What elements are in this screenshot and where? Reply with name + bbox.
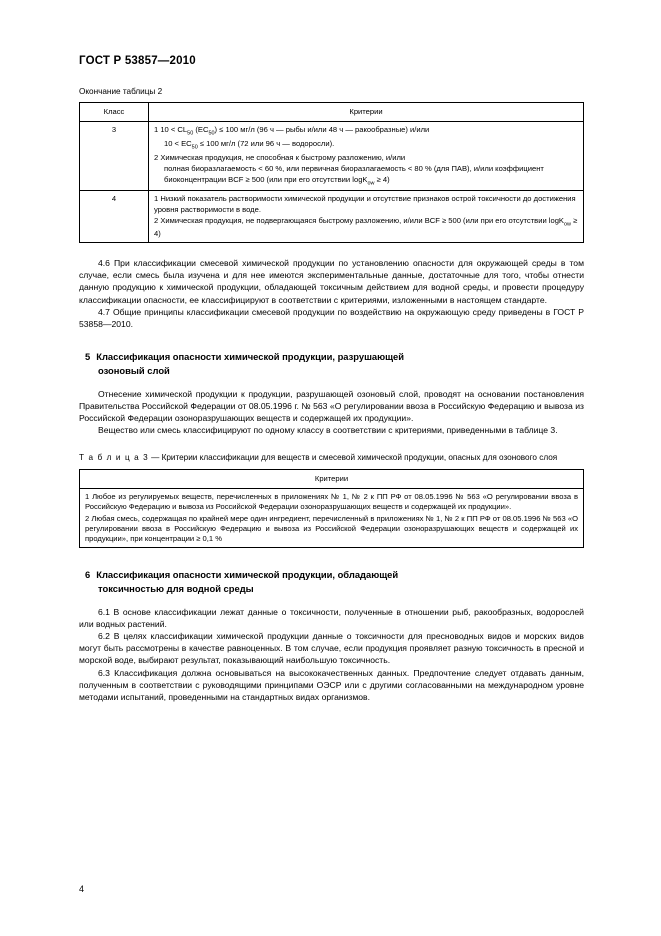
- paragraph-6-2: 6.2 В целях классификации химической продукции данные о токсичности для пресноводных видов и морских видов могут быть рассмотрены в качестве равноценных. В том случае, если продукция проявляет разную токсичность в пресной и морской воде, выбирают результат, показывающий наибольшую токсичность.: [79, 630, 584, 666]
- table-3-caption-prefix: Т а б л и ц а 3: [79, 453, 149, 463]
- paragraph-4-7: 4.7 Общие принципы классификации смесевой продукции по воздействию на окружающую среду приведены в ГОСТ Р 53858—2010.: [79, 306, 584, 330]
- section5-paragraph-1: Отнесение химической продукции к продукции, разрушающей озоновый слой, проводят на основании постановления Правительства Российской Федерации от 08.05.1996 г. № 563 «О регулировании ввоза в Российскую Федерацию и вывоза из Российской Федерации озоноразрушающих веществ и содержащей их продукции».: [79, 388, 584, 423]
- criteria-item: полная биоразлагаемость < 60 %, или первичная биоразлагаемость < 80 % (для ПАВ), и/или коэффициент биоконцентрации BCF ≥ 500 (или при его отсутствии logK$_{ow}$ ≥ 4): [164, 164, 544, 187]
- table2-row1-criteria: [149, 122, 584, 191]
- section-6-title-line2: токсичностью для водной среды: [98, 582, 254, 594]
- table3-criteria-cell: [80, 489, 584, 548]
- table-row: [80, 122, 584, 191]
- criteria-item: 1 $10 < CL_{50}$ $(ЕС_{50}) \le 100$ мг/л (96 ч — рыбы и/или 48 ч — ракообразные) и/или: [154, 125, 430, 137]
- section-5-heading: [79, 350, 584, 377]
- paragraph-4-6: 4.6 При классификации смесевой химической продукции по установлению опасности для окружающей среды в том случае, если смесь была изучена и для нее имеются экспериментальные данные, достаточные для того, чтобы отнести данную продукцию к химической продукции, обладающей токсичным действием для водной среды, и провести процедуру классификации опасности, ее классифицируют в соответствии с критериями, изложенными в настоящем стандарте.: [79, 258, 584, 305]
- table-row-header: [80, 103, 584, 122]
- table2-header-criteria: Критерии: [149, 103, 584, 122]
- table-row: [80, 489, 584, 548]
- table2-header-class: Класс: [80, 103, 149, 122]
- criteria-item: 1 Любое из регулируемых веществ, перечисленных в приложениях № 1, № 2 к ПП РФ от 08.05.1996 № 563 «О регулировании ввоза в Российскую Федерацию и вывоза из Российской Федерации озоноразрушающих веществ и содержащей их продукции».: [85, 492, 578, 512]
- table-3: [79, 469, 584, 549]
- section-5-title-line1: Классификация опасности химической продукции, разрушающей: [96, 351, 405, 363]
- table-2: [79, 102, 584, 243]
- criteria-item: 2 Химическая продукция, не способная к быстрому разложению, и/или: [154, 153, 406, 163]
- section-5-title-line2: озоновый слой: [98, 364, 170, 376]
- table-3-caption-text: — Критерии классификации для веществ и смесевой химической продукции, опасных для озонового слоя: [148, 453, 558, 463]
- paragraph-6-1: 6.1 В основе классификации лежат данные о токсичности, полученные в отношении рыб, ракообразных, водорослей или водных растений.: [79, 606, 584, 629]
- page-number: 4: [79, 884, 85, 894]
- table2-row2-class: 4: [80, 191, 149, 243]
- table2-row2-criteria: [149, 191, 584, 243]
- table-3-caption: [79, 452, 584, 463]
- table3-header-criteria: Критерии: [80, 469, 584, 488]
- criteria-item: 2 Химическая продукция, не подвергающаяся быстрому разложению, и/или BCF ≥ 500 (или при его отсутствии logK$_{ow}$ ≥ 4): [154, 215, 578, 238]
- criteria-item: 1 Низкий показатель растворимости химической продукции и отсутствие признаков острой токсичности до достижения уровня растворимости в воде.: [154, 194, 576, 214]
- criteria-item: $10 < ЕС_{50} \le 100$ мг/л (72 или 96 ч — водоросли).: [164, 139, 335, 151]
- table-row: [80, 191, 584, 243]
- section4-paragraphs: [79, 257, 584, 330]
- table2-row1-class: 3: [80, 122, 149, 191]
- table2-continuation-caption: Окончание таблицы 2: [79, 87, 163, 96]
- section-6-heading: [79, 568, 584, 595]
- page-content: [79, 55, 584, 703]
- document-standard-number: ГОСТ Р 53857—2010: [79, 55, 196, 67]
- table-row-header: [80, 469, 584, 488]
- section-6-title-line1: Классификация опасности химической продукции, обладающей: [96, 569, 399, 581]
- section-5-number: 5: [85, 351, 91, 363]
- paragraph-6-3: 6.3 Классификация должна основываться на высококачественных данных. Предпочтение следует отдавать данным, полученным в соответствии с руководящими принципами ОЭСР или с другими согласованными на международном уровне методами испытаний, проведенными на стандартных видах организмов.: [79, 667, 584, 702]
- section-6-number: 6: [85, 569, 91, 581]
- section5-paragraph-2: Вещество или смесь классифицируют по одному классу в соответствии с критериями, приведенными в таблице 3.: [98, 425, 558, 436]
- criteria-item: 2 Любая смесь, содержащая по крайней мере один ингредиент, перечисленный в приложениях № 1, № 2 к ПП РФ от 08.05.1996 № 563 «О регулировании ввоза в Российскую Федерацию и вывоза из Российской Федерации озоноразрушающих веществ и содержащей их продукции», при концентрации ≥ 0,1 %: [85, 513, 578, 544]
